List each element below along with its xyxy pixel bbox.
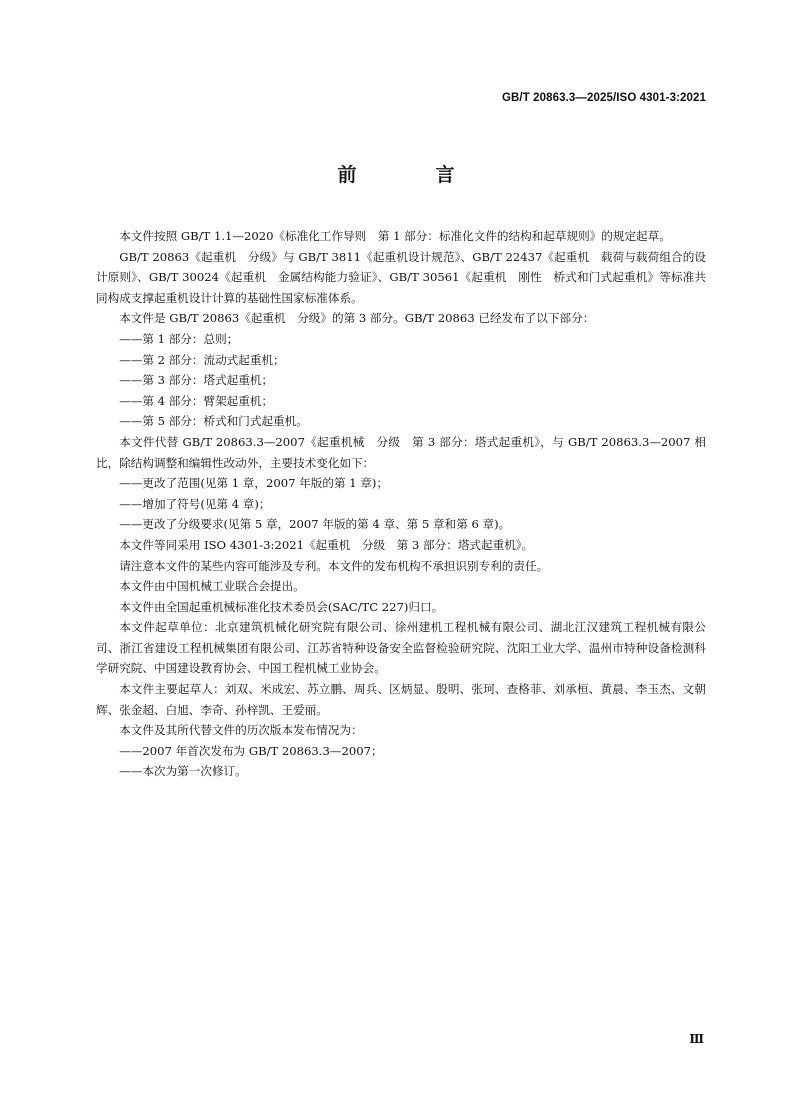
list-item-part-5: ——第 5 部分：桥式和门式起重机。	[119, 414, 308, 429]
paragraph-replacement: 本文件代替 GB/T 20863.3—2007《起重机械 分级 第 3 部分：塔式起重机》，与 GB/T 20863.3—2007 相比，除结构调整和编辑性改动外，主要技术变化如下：	[96, 434, 706, 470]
list-item-change-symbols: ——增加了符号(见第 4 章)；	[119, 496, 271, 511]
list-item-history-2007: ——2007 年首次发布为 GB/T 20863.3—2007；	[119, 743, 383, 758]
paragraph-history-intro: 本文件及其所代替文件的历次版本发布情况为：	[119, 723, 363, 738]
paragraph-drafting-rules: 本文件按照 GB/T 1.1—2020《标准化工作导则 第 1 部分：标准化文件的结构和起草规则》的规定起草。	[119, 229, 671, 243]
paragraph-committee: 本文件由全国起重机械标准化技术委员会(SAC/TC 227)归口。	[119, 599, 444, 614]
list-item-change-scope: ——更改了范围(见第 1 章，2007 年版的第 1 章)；	[119, 476, 389, 491]
paragraph-standard-system: GB/T 20863《起重机 分级》与 GB/T 3811《起重机设计规范》、GB/T 22437《起重机 载荷与载荷组合的设计原则》、GB/T 30024《起重机 金属结构能力验证》、GB/T 30561《起重机 刚性 桥式和门式起重机》等标准共同构成支撑起重机设计计算的基础性国家标准体系。	[96, 249, 706, 305]
paragraph-parts-intro: 本文件是 GB/T 20863《起重机 分级》的第 3 部分。GB/T 20863 已经发布了以下部分：	[119, 311, 595, 326]
paragraph-proposer: 本文件由中国机械工业联合会提出。	[119, 579, 305, 594]
list-item-part-4: ——第 4 部分：臂架起重机；	[119, 393, 274, 408]
page-title: 前 言	[337, 164, 485, 186]
foreword-body	[96, 226, 706, 782]
paragraph-patent-notice: 请注意本文件的某些内容可能涉及专利。本文件的发布机构不承担识别专利的责任。	[119, 558, 549, 573]
page-header-standard-code: GB/T 20863.3—2025/ISO 4301-3:2021	[501, 92, 706, 104]
paragraph-drafters: 本文件主要起草人：刘双、米成宏、苏立鹏、周兵、区炳显、殷明、张珂、查格菲、刘承桓、黄晨、李玉杰、文朝辉、张金超、白旭、李奇、孙梓凯、王爱丽。	[96, 682, 706, 717]
list-item-part-2: ——第 2 部分：流动式起重机；	[119, 352, 285, 367]
paragraph-iso-adoption: 本文件等同采用 ISO 4301-3:2021《起重机 分级 第 3 部分：塔式起重机》。	[119, 537, 534, 552]
page-number: Ⅲ	[689, 1032, 704, 1046]
list-item-change-classification: ——更改了分级要求(见第 5 章，2007 年版的第 4 章、第 5 章和第 6 章)。	[119, 517, 511, 532]
list-item-history-revision: ——本次为第一次修订。	[119, 764, 247, 779]
paragraph-drafting-units: 本文件起草单位：北京建筑机械化研究院有限公司、徐州建机工程机械有限公司、湖北江汉建筑工程机械有限公司、浙江省建设工程机械集团有限公司、江苏省特种设备安全监督检验研究院、沈阳工业大学、温州市特种设备检测科学研究院、中国建设教育协会、中国工程机械工业协会。	[96, 620, 706, 676]
list-item-part-3: ——第 3 部分：塔式起重机；	[119, 373, 274, 388]
list-item-part-1: ——第 1 部分：总则；	[119, 331, 239, 346]
